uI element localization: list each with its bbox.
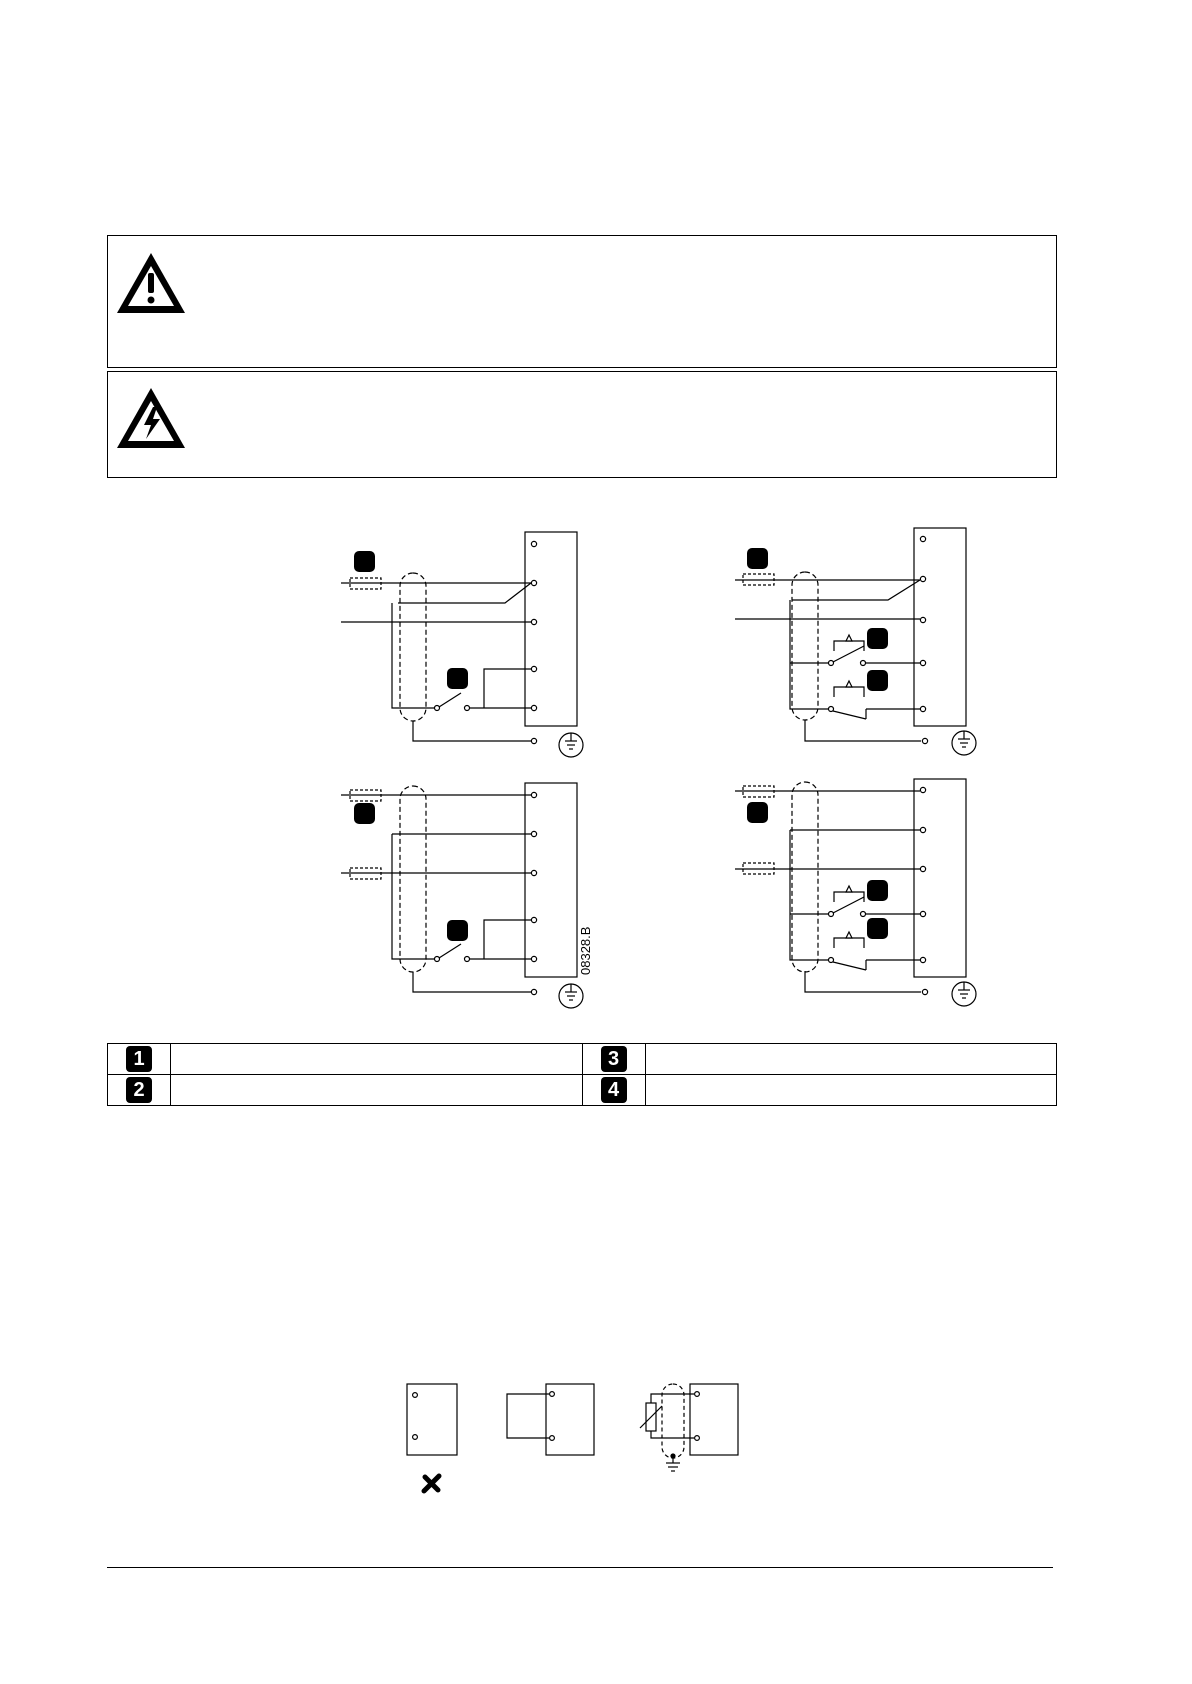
callout-legend-table — [107, 1043, 1057, 1106]
callout-badge: 2 — [126, 1077, 152, 1103]
legend-text — [645, 1075, 1057, 1106]
footer-rule — [107, 1567, 1053, 1568]
legend-text — [171, 1044, 583, 1075]
drawing-reference: 08328.B — [578, 926, 593, 975]
callout-badge: 4 — [601, 1077, 627, 1103]
legend-text — [645, 1044, 1057, 1075]
callout-badges — [354, 548, 888, 941]
legend-text — [171, 1075, 583, 1106]
legend-row — [108, 1075, 1057, 1106]
wiring-diagram-c — [341, 783, 583, 1008]
thermistor-example-pt — [640, 1384, 738, 1471]
legend-row — [108, 1044, 1057, 1075]
callout-badge: 3 — [601, 1046, 627, 1072]
wiring-diagram-a — [341, 532, 583, 757]
wiring-diagram-b — [735, 528, 976, 755]
thermistor-examples — [407, 1384, 738, 1471]
wiring-diagram-d — [735, 779, 976, 1006]
cross-mark-icon — [424, 1476, 439, 1491]
callout-badge: 1 — [126, 1046, 152, 1072]
thermistor-example-short — [507, 1384, 594, 1455]
thermistor-example-open — [407, 1384, 457, 1455]
